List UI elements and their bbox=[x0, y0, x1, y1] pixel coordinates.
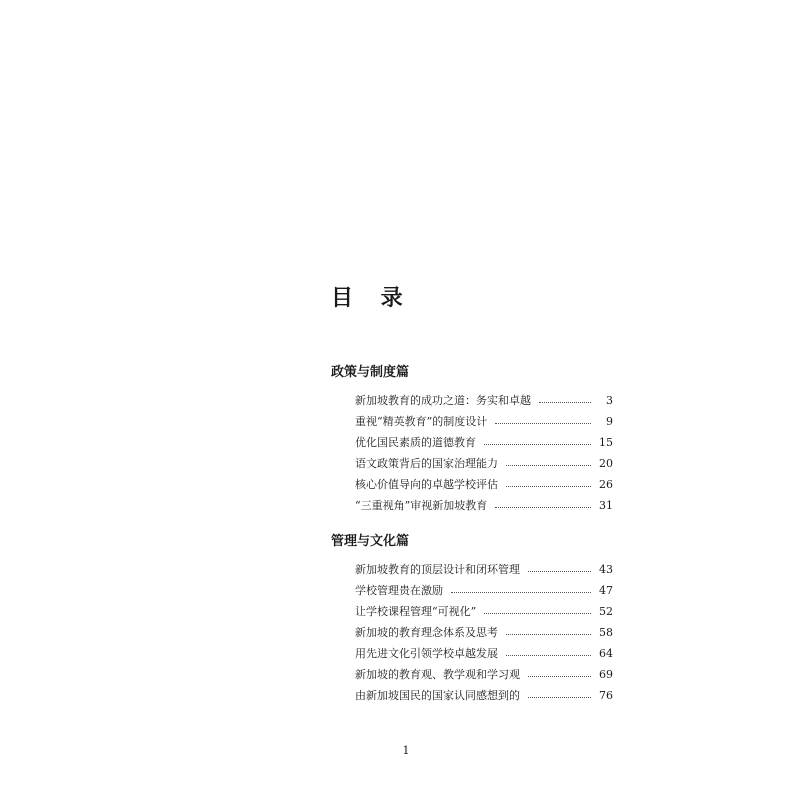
toc-entry-page: 15 bbox=[599, 436, 613, 449]
toc-entry bbox=[355, 622, 613, 643]
toc-entry bbox=[355, 474, 613, 495]
toc-entry bbox=[355, 580, 613, 601]
toc-entry-title: 语文政策背后的国家治理能力 bbox=[355, 457, 498, 470]
toc-entry bbox=[355, 453, 613, 474]
dot-leader bbox=[506, 486, 591, 487]
toc-entry-title: 新加坡教育的顶层设计和闭环管理 bbox=[355, 563, 520, 576]
toc-entry bbox=[355, 559, 613, 580]
toc-entry-page: 43 bbox=[599, 563, 613, 576]
dot-leader bbox=[506, 655, 591, 656]
section-heading: 管理与文化篇 bbox=[331, 534, 410, 549]
toc-entry bbox=[355, 643, 613, 664]
toc-entry-page: 76 bbox=[599, 689, 613, 702]
toc-entry-title: 核心价值导向的卓越学校评估 bbox=[355, 478, 498, 491]
dot-leader bbox=[506, 465, 591, 466]
toc-entry-page: 20 bbox=[599, 457, 613, 470]
toc-entry-page: 31 bbox=[599, 499, 613, 512]
dot-leader bbox=[484, 444, 591, 445]
dot-leader bbox=[484, 613, 591, 614]
toc-entry-page: 64 bbox=[599, 647, 613, 660]
toc-entry-list bbox=[331, 390, 613, 516]
toc-entry-title: 由新加坡国民的国家认同感想到的 bbox=[355, 689, 520, 702]
toc-entry bbox=[355, 432, 613, 453]
page-number: 1 bbox=[402, 744, 410, 757]
section-heading: 政策与制度篇 bbox=[331, 365, 410, 380]
dot-leader bbox=[528, 676, 591, 677]
toc-title: 目 录 bbox=[331, 286, 413, 311]
dot-leader bbox=[539, 402, 591, 403]
toc-entry-list bbox=[331, 559, 613, 706]
toc-entry-title: 用先进文化引领学校卓越发展 bbox=[355, 647, 498, 660]
toc-entry-page: 9 bbox=[606, 415, 613, 428]
toc-entry-title: 优化国民素质的道德教育 bbox=[355, 436, 476, 449]
toc-entry bbox=[355, 664, 613, 685]
toc-entry-title: 让学校课程管理“可视化” bbox=[355, 605, 477, 618]
section-management-and-culture bbox=[331, 533, 613, 706]
toc-entry-page: 69 bbox=[599, 668, 613, 681]
toc-entry bbox=[355, 390, 613, 411]
dot-leader bbox=[528, 697, 591, 698]
dot-leader bbox=[451, 592, 591, 593]
toc-entry-title: “三重视角”审视新加坡教育 bbox=[355, 499, 488, 512]
toc-entry-title: 学校管理贵在激励 bbox=[355, 584, 443, 597]
toc-entry-page: 26 bbox=[599, 478, 613, 491]
section-policy-and-system bbox=[331, 364, 613, 516]
dot-leader bbox=[495, 423, 591, 424]
toc-entry bbox=[355, 685, 613, 706]
toc-entry bbox=[355, 495, 613, 516]
toc-entry-page: 3 bbox=[606, 394, 613, 407]
toc-entry-title: 新加坡的教育观、教学观和学习观 bbox=[355, 668, 520, 681]
toc-entry-page: 52 bbox=[599, 605, 613, 618]
dot-leader bbox=[495, 507, 591, 508]
toc-entry-page: 58 bbox=[599, 626, 613, 639]
dot-leader bbox=[506, 634, 591, 635]
toc-entry-title: 新加坡教育的成功之道：务实和卓越 bbox=[355, 394, 531, 407]
toc-entry-page: 47 bbox=[599, 584, 613, 597]
toc-entry bbox=[355, 411, 613, 432]
toc-entry bbox=[355, 601, 613, 622]
dot-leader bbox=[528, 571, 591, 572]
toc-entry-title: 重视“精英教育”的制度设计 bbox=[355, 415, 488, 428]
toc-entry-title: 新加坡的教育理念体系及思考 bbox=[355, 626, 498, 639]
